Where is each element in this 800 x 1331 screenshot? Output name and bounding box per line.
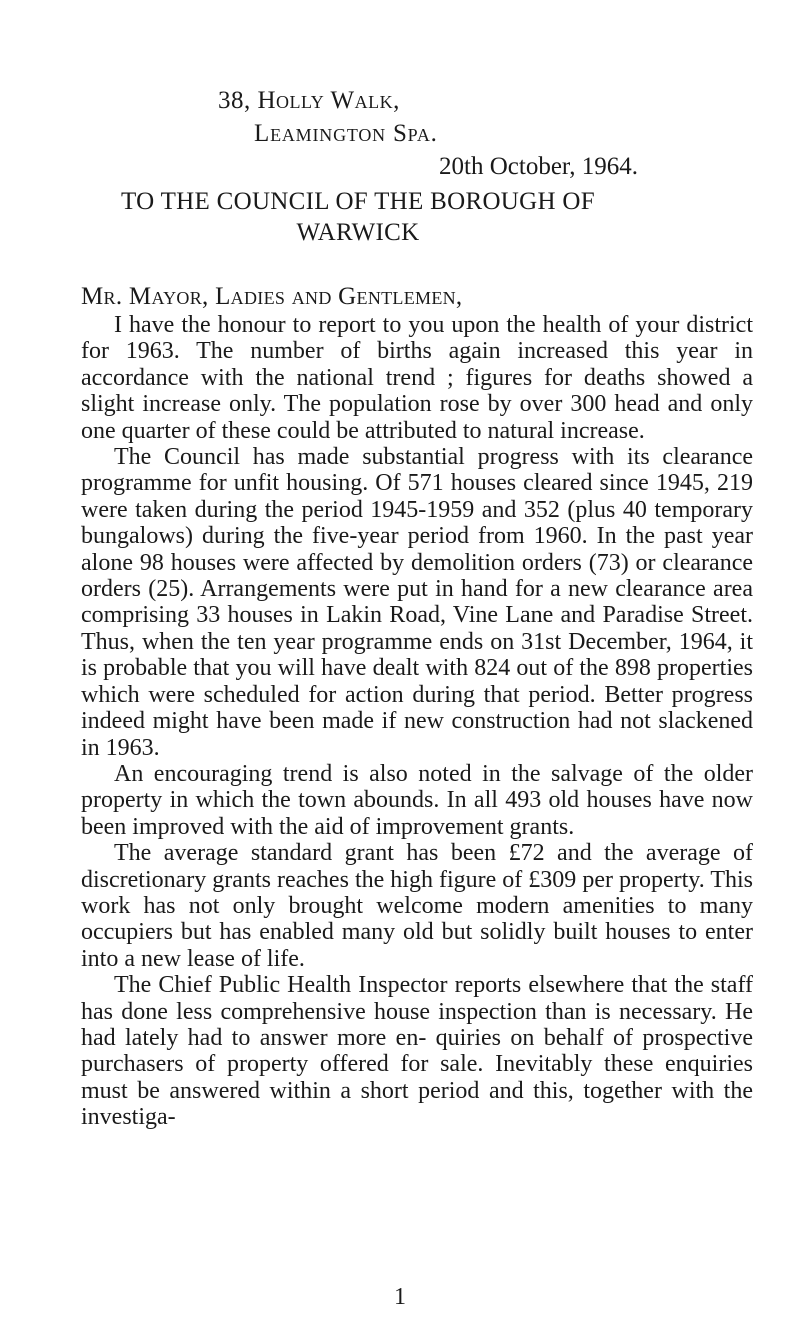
heading-line-1: TO THE COUNCIL OF THE BOROUGH OF	[121, 188, 595, 215]
heading-line-2: WARWICK	[296, 219, 420, 246]
paragraph-grants: The average standard grant has been £72 and the average of discretionary grants reaches the high figure of £309 per property. This work has not only brought welcome modern amenities to many occupiers but has enabled many old but solidly built houses to enter into a new lease of life.	[81, 840, 753, 972]
page-number: 1	[394, 1284, 406, 1310]
salutation: Mr. Mayor, Ladies and Gentlemen,	[81, 283, 463, 310]
address-town: Leamington Spa.	[254, 120, 438, 147]
letter-body	[81, 312, 753, 1131]
paragraph-inspection: The Chief Public Health Inspector reports elsewhere that the staff has done less comprehensive house inspection than is necessary. He had lately had to answer more en- quiries on behalf of prospective purchasers of property offered for sale. Inevitably these enquiries must be answered within a short period and this, together with the investiga-	[81, 972, 753, 1131]
address-street: 38, Holly Walk,	[218, 87, 400, 114]
paragraph-births-deaths: I have the honour to report to you upon the health of your district for 1963. The number of births again increased this year in accordance with the national trend ; figures for deaths showed a slight increase only. The population rose by over 300 head and only one quarter of these could be attributed to natural increase.	[81, 312, 753, 444]
sender-address	[218, 84, 638, 183]
paragraph-clearance: The Council has made substantial progress with its clearance programme for unfit housing. Of 571 houses cleared since 1945, 219 were taken during the period 1945-1959 and 352 (plus 40 temporary bungalows) during the five-year period from 1960. In the past year alone 98 houses were affected by demolition orders (73) or clearance orders (25). Arrangements were put in hand for a new clearance area comprising 33 houses in Lakin Road, Vine Lane and Paradise Street. Thus, when the ten year programme ends on 31st December, 1964, it is probable that you will have dealt with 824 out of the 898 properties which were scheduled for action during that period. Better progress indeed might have been made if new construction had not slackened in 1963.	[81, 444, 753, 761]
paragraph-salvage: An encouraging trend is also noted in the salvage of the older property in which the town abounds. In all 493 old houses have now been improved with the aid of improvement grants.	[81, 760, 753, 840]
letter-heading	[108, 186, 608, 248]
letter-date: 20th October, 1964.	[439, 153, 638, 180]
